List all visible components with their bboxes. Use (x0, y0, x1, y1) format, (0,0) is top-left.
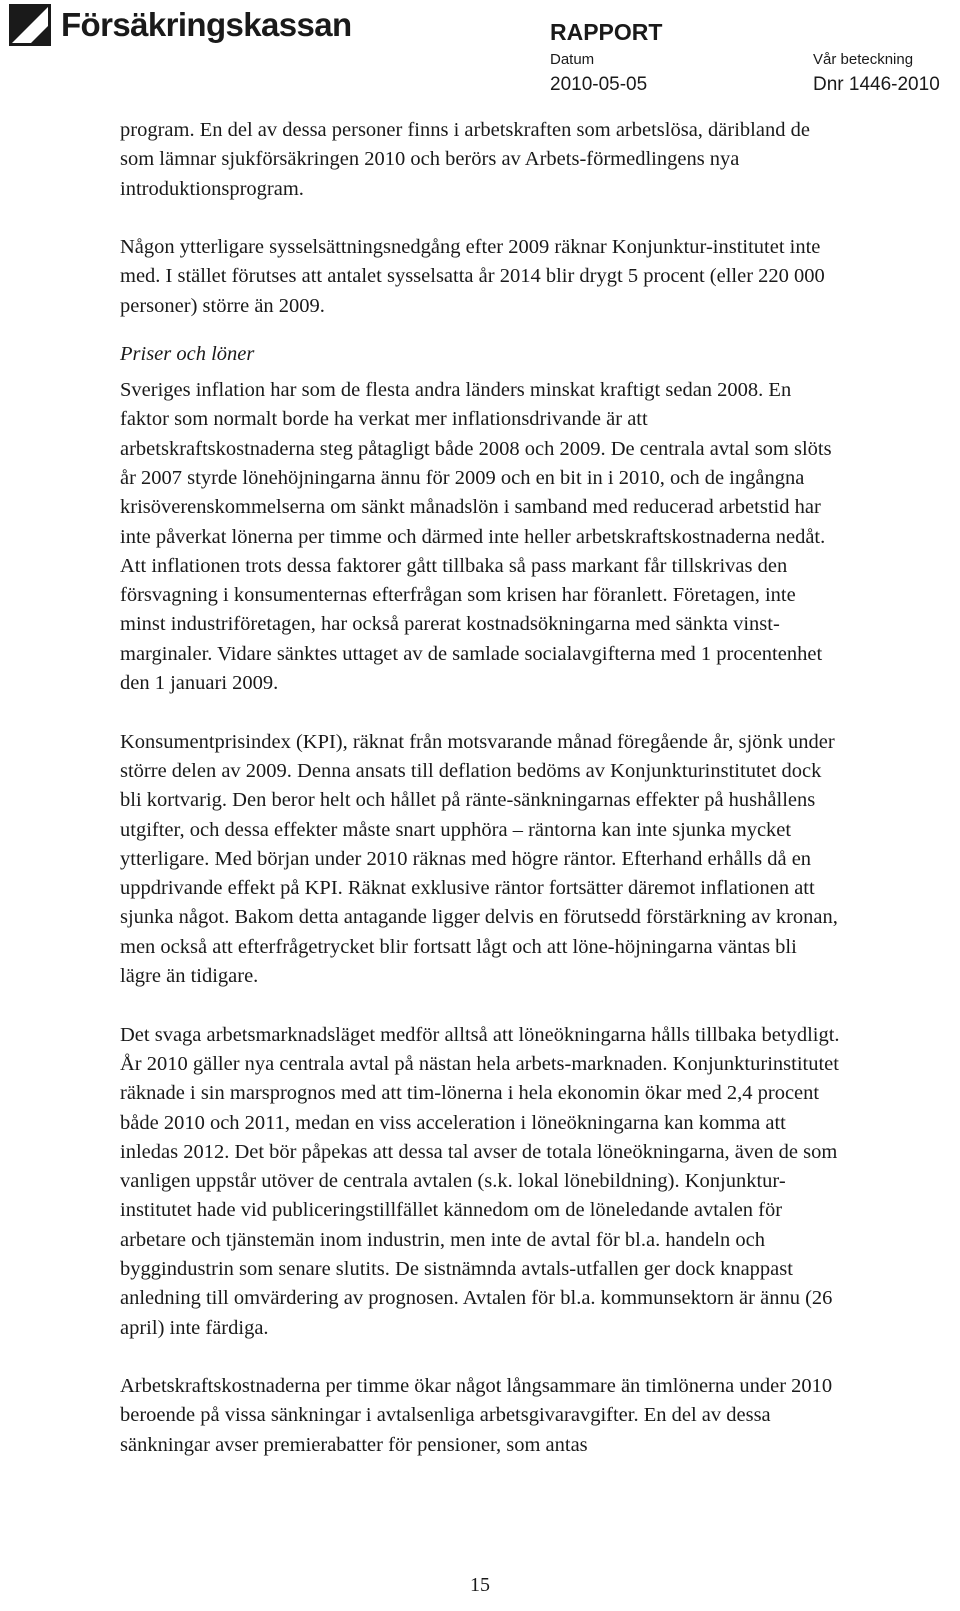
paragraph: Arbetskraftskostnaderna per timme ökar något långsammare än timlönerna under 2010 beroende på vissa sänkningar i avtalsenliga arbetsgivaravgifter. En del av dessa sänkningar avser premierabatter för pensioner, som antas (120, 1375, 833, 1456)
logo (9, 4, 352, 46)
reference-label: Vår beteckning (813, 51, 914, 68)
page-number: 15 (470, 1574, 490, 1596)
reference-value: Dnr 1446-2010 (813, 74, 940, 95)
paragraph: Konsumentprisindex (KPI), räknat från motsvarande månad föregående år, sjönk under större delen av 2009. Denna ansats till deflation bedöms av Konjunkturinstitutet dock bli kortvarig. Den beror helt och hållet på ränte-sänkningarnas effekter på hushållens utgifter, och dessa effekter måste snart upphöra – räntorna kan inte sjunka mycket ytterligare. Med början under 2010 räknas med högre räntor. Efterhand erhålls då en uppdrivande effekt på KPI. Räknat exklusive räntor fortsätter däremot inflationen att sjunka något. Bakom detta antagande ligger delvis en förutsedd förstärkning av kronan, men också att efterfrågetrycket blir fortsatt lågt och att löne-höjningarna väntas bli lägre än tidigare. (120, 730, 838, 988)
page-header (0, 0, 960, 110)
logo-mark-icon (9, 4, 51, 46)
date-label: Datum (550, 51, 595, 68)
date-value: 2010-05-05 (550, 74, 648, 95)
paragraph: program. En del av dessa personer finns i arbetskraften som arbetslösa, däribland de som lämnar sjukförsäkringen 2010 och berörs av Arbets-förmedlingens nya introduktionsprogram. (120, 119, 810, 200)
paragraph: Någon ytterligare sysselsättningsnedgång efter 2009 räknar Konjunktur-institutet inte med. I stället förutses att antalet sysselsatta år 2014 blir drygt 5 procent (eller 220 000 personer) större än 2009. (120, 236, 825, 317)
document-body (120, 116, 840, 1460)
document-type: RAPPORT (550, 19, 663, 45)
logo-text: Försäkringskassan (61, 6, 352, 43)
section-heading: Priser och löner (120, 343, 255, 366)
paragraph: Sveriges inflation har som de flesta andra länders minskat kraftigt sedan 2008. En faktor som normalt borde ha verkat mer inflationsdrivande är att arbetskraftskostnaderna steg påtagligt både 2008 och 2009. De centrala avtal som slöts år 2007 styrde lönehöjningarna ännu för 2009 och en bit in i 2010, och de ingångna krisöverenskommelserna om sänkt månadslön i samband med reducerad arbetstid har inte påverkat lönerna per timme och därmed inte heller arbetskraftskostnaderna nedåt. Att inflationen trots dessa faktorer gått tillbaka så pass markant får tillskrivas den försvagning i konsumenternas efterfrågan som krisen har föranlett. Företagen, inte minst industriföretagen, har också parerat kostnadsökningarna med sänkta vinst-marginaler. Vidare sänktes uttaget av de samlade socialavgifterna med 1 procentenhet den 1 januari 2009. (120, 379, 832, 695)
paragraph: Det svaga arbetsmarknadsläget medför alltså att löneökningarna hålls tillbaka betydligt. År 2010 gäller nya centrala avtal på nästan hela arbets-marknaden. Konjunkturinstitutet räknade i sin marsprognos med att tim-lönerna i hela ekonomin ökar med 2,4 procent både 2010 och 2011, medan en viss acceleration i löneökningarna kan komma att inledas 2012. Det bör påpekas att dessa tal avser de totala löneökningarna, även de som vanligen uppstår utöver de centrala avtalen (s.k. lokal lönebildning). Konjunktur-institutet hade vid publiceringstillfället kännedom om de löneledande avtalen för arbetare och tjänstemän inom industrin, men inte de avtal för bl.a. handeln och byggindustrin som senare slutits. De sistnämnda avtals-utfallen ger dock knappast anledning till omvärdering av prognosen. Avtalen för bl.a. kommunsektorn är ännu (26 april) inte färdiga. (120, 1023, 840, 1339)
